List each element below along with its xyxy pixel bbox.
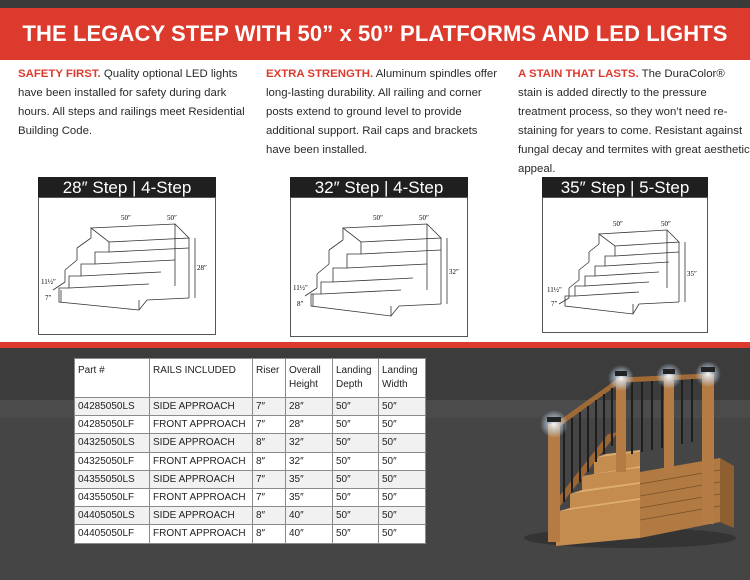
cell-rails: FRONT APPROACH bbox=[150, 488, 253, 506]
cell-width: 50″ bbox=[379, 452, 426, 470]
step-label: 32″ Step | 4-Step bbox=[290, 177, 468, 199]
cell-part: 04325050LS bbox=[75, 434, 150, 452]
cell-part: 04355050LS bbox=[75, 470, 150, 488]
cell-riser: 8″ bbox=[253, 525, 286, 543]
step-diagram bbox=[290, 197, 468, 337]
cell-depth: 50″ bbox=[333, 452, 379, 470]
column-header: Overall Height bbox=[286, 359, 333, 398]
column-header: Riser bbox=[253, 359, 286, 398]
cell-part: 04405050LF bbox=[75, 525, 150, 543]
step-card-32 bbox=[290, 177, 468, 339]
cell-width: 50″ bbox=[379, 434, 426, 452]
feature-lead: EXTRA STRENGTH. bbox=[266, 68, 374, 80]
table-row bbox=[75, 434, 426, 452]
spec-table bbox=[74, 358, 426, 544]
column-header: Part # bbox=[75, 359, 150, 398]
column-header: Landing Width bbox=[379, 359, 426, 398]
cell-riser: 8″ bbox=[253, 507, 286, 525]
cell-width: 50″ bbox=[379, 398, 426, 416]
dim-label: 50″ bbox=[419, 214, 429, 222]
wooden-step-illustration bbox=[520, 362, 746, 554]
product-photo bbox=[520, 362, 746, 554]
step-diagram bbox=[38, 197, 216, 335]
cell-riser: 7″ bbox=[253, 398, 286, 416]
cell-height: 35″ bbox=[286, 470, 333, 488]
table-row bbox=[75, 507, 426, 525]
table-row bbox=[75, 470, 426, 488]
dim-label: 11½″ bbox=[41, 278, 56, 286]
dim-label: 35″ bbox=[687, 270, 697, 278]
column-header: Landing Depth bbox=[333, 359, 379, 398]
dim-label: 50″ bbox=[661, 220, 671, 228]
cell-part: 04355050LF bbox=[75, 488, 150, 506]
title-banner bbox=[0, 8, 750, 60]
dim-label: 50″ bbox=[613, 220, 623, 228]
cell-height: 32″ bbox=[286, 434, 333, 452]
dim-label: 50″ bbox=[373, 214, 383, 222]
cell-rails: FRONT APPROACH bbox=[150, 452, 253, 470]
feature-lead: SAFETY FIRST. bbox=[18, 68, 101, 80]
cell-part: 04285050LS bbox=[75, 398, 150, 416]
cell-riser: 8″ bbox=[253, 434, 286, 452]
cell-rails: SIDE APPROACH bbox=[150, 470, 253, 488]
cell-height: 40″ bbox=[286, 507, 333, 525]
dim-label: 7″ bbox=[551, 300, 558, 308]
top-stripe bbox=[0, 0, 750, 8]
cell-part: 04405050LS bbox=[75, 507, 150, 525]
dim-label: 32″ bbox=[449, 268, 459, 276]
cell-height: 28″ bbox=[286, 416, 333, 434]
cell-width: 50″ bbox=[379, 470, 426, 488]
cell-depth: 50″ bbox=[333, 398, 379, 416]
cell-rails: SIDE APPROACH bbox=[150, 434, 253, 452]
cell-rails: SIDE APPROACH bbox=[150, 507, 253, 525]
cell-riser: 7″ bbox=[253, 470, 286, 488]
step-diagram bbox=[542, 197, 708, 333]
feature-text: The DuraColor® stain is added directly to the pressure treatment process, so they won’t need re-staining for years to come. Resistant against fungal decay and termites with great aesthetic appeal. bbox=[518, 68, 750, 175]
table-header-row bbox=[75, 359, 426, 398]
cell-depth: 50″ bbox=[333, 488, 379, 506]
feature-text: Aluminum spindles offer long-lasting durability. All railing and corner posts extend to ground level to provide additional support. Rail caps and brackets have been installed. bbox=[266, 68, 498, 156]
dim-label: 50″ bbox=[167, 214, 177, 222]
cell-riser: 8″ bbox=[253, 452, 286, 470]
feature-stain bbox=[518, 65, 750, 179]
cell-rails: FRONT APPROACH bbox=[150, 525, 253, 543]
step-label: 35″ Step | 5-Step bbox=[542, 177, 708, 199]
step-card-35 bbox=[542, 177, 708, 335]
step-card-28 bbox=[38, 177, 216, 337]
cell-rails: SIDE APPROACH bbox=[150, 398, 253, 416]
cell-height: 32″ bbox=[286, 452, 333, 470]
table-row bbox=[75, 488, 426, 506]
dim-label: 11½″ bbox=[547, 286, 562, 294]
step-label: 28″ Step | 4-Step bbox=[38, 177, 216, 199]
dim-label: 11½″ bbox=[293, 284, 308, 292]
cell-rails: FRONT APPROACH bbox=[150, 416, 253, 434]
cell-part: 04285050LF bbox=[75, 416, 150, 434]
dim-label: 28″ bbox=[197, 264, 207, 272]
column-header: RAILS INCLUDED bbox=[150, 359, 253, 398]
cell-width: 50″ bbox=[379, 416, 426, 434]
cell-depth: 50″ bbox=[333, 416, 379, 434]
cell-depth: 50″ bbox=[333, 434, 379, 452]
cell-width: 50″ bbox=[379, 507, 426, 525]
cell-width: 50″ bbox=[379, 488, 426, 506]
table-row bbox=[75, 525, 426, 543]
cell-riser: 7″ bbox=[253, 416, 286, 434]
cell-part: 04325050LF bbox=[75, 452, 150, 470]
cell-height: 28″ bbox=[286, 398, 333, 416]
cell-height: 35″ bbox=[286, 488, 333, 506]
table-row bbox=[75, 416, 426, 434]
cell-depth: 50″ bbox=[333, 525, 379, 543]
table-row bbox=[75, 398, 426, 416]
feature-safety bbox=[18, 65, 250, 141]
step-drawing bbox=[39, 198, 215, 334]
dim-label: 8″ bbox=[297, 300, 304, 308]
cell-width: 50″ bbox=[379, 525, 426, 543]
cell-depth: 50″ bbox=[333, 470, 379, 488]
feature-text: Quality optional LED lights have been installed for safety during dark hours. All steps and railings meet Residential Building Code. bbox=[18, 68, 245, 137]
step-drawing bbox=[543, 198, 707, 332]
feature-strength bbox=[266, 65, 498, 160]
page-title: THE LEGACY STEP WITH 50” x 50” PLATFORMS AND LED LIGHTS bbox=[22, 21, 728, 46]
cell-depth: 50″ bbox=[333, 507, 379, 525]
cell-height: 40″ bbox=[286, 525, 333, 543]
dim-label: 50″ bbox=[121, 214, 131, 222]
cell-riser: 7″ bbox=[253, 488, 286, 506]
feature-lead: A STAIN THAT LASTS. bbox=[518, 68, 639, 80]
table-row bbox=[75, 452, 426, 470]
step-drawing bbox=[291, 198, 467, 336]
dim-label: 7″ bbox=[45, 294, 52, 302]
